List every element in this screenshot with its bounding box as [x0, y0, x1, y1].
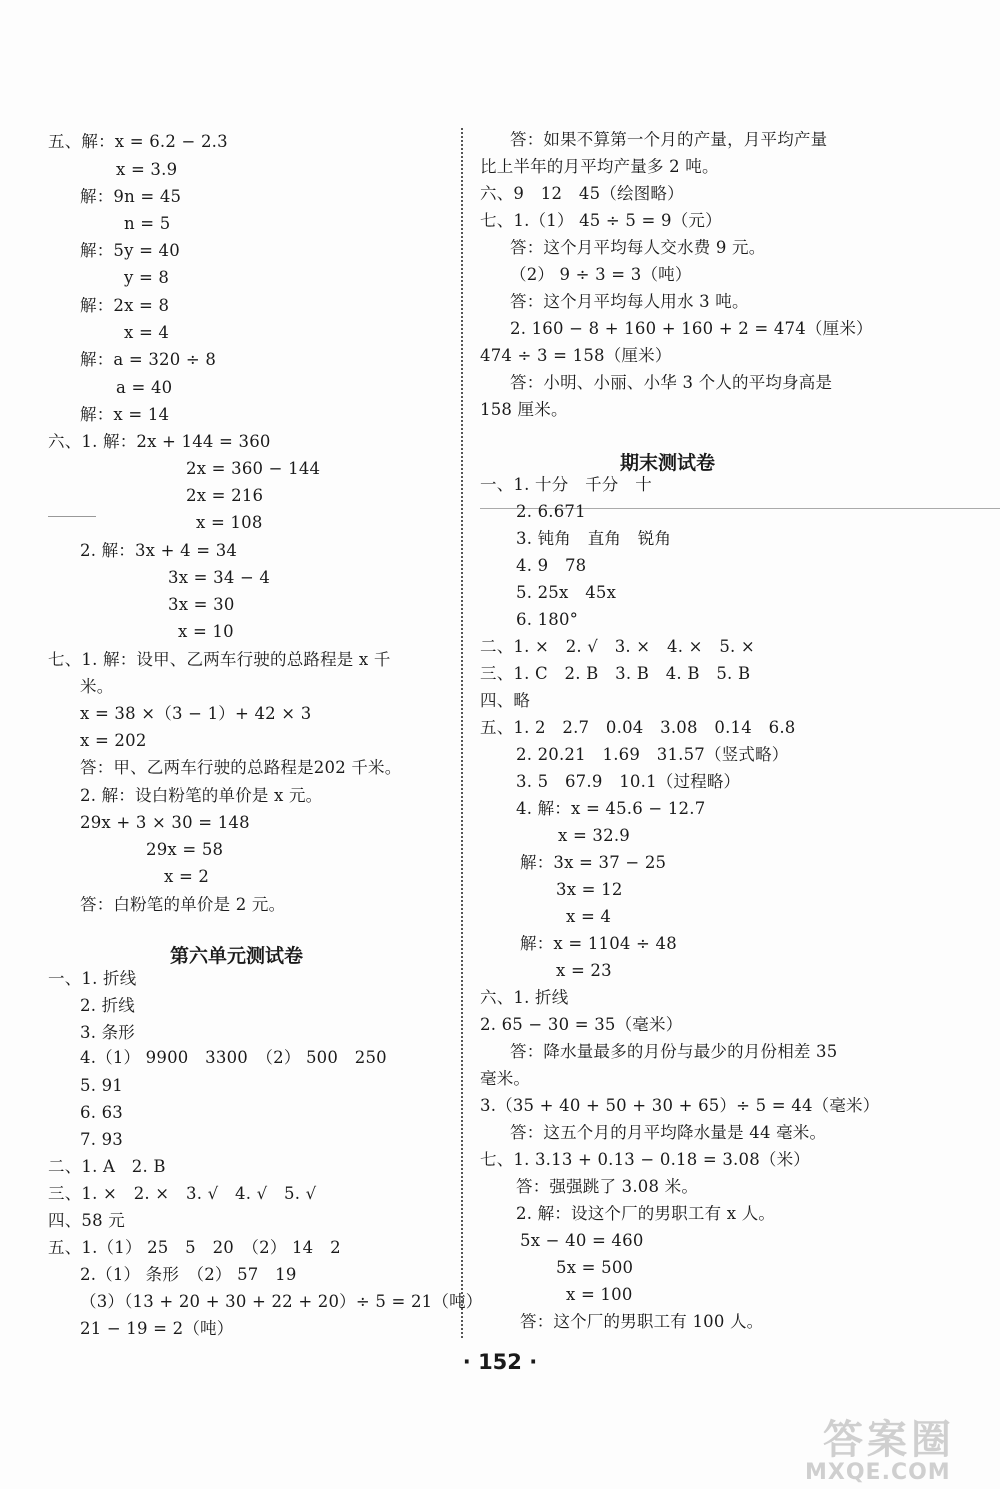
text-line: 解：a = 320 ÷ 8 [80, 350, 217, 369]
text-line: 2. 解：设这个厂的男职工有 x 人。 [516, 1204, 776, 1223]
text-line: x = 3.9 [116, 160, 178, 179]
text-line: 4.（1） 9900 3300 （2） 500 250 [80, 1048, 387, 1067]
text-line: n = 5 [124, 214, 171, 233]
text-line: 四、略 [480, 691, 531, 710]
text-line: 六、1. 解：2x + 144 = 360 [48, 432, 271, 451]
text-line: 3.（35 + 40 + 50 + 30 + 65）÷ 5 = 44（毫米） [480, 1096, 880, 1115]
text-line: 答：小明、小丽、小华 3 个人的平均身高是 [510, 373, 833, 392]
text-line: 解：2x = 8 [80, 296, 170, 315]
text-line: x = 4 [124, 323, 170, 342]
text-line: 29x + 3 × 30 = 148 [80, 813, 250, 832]
text-line: x = 23 [556, 961, 612, 980]
text-line: 解：x = 1104 ÷ 48 [520, 934, 677, 953]
text-line: 5x − 40 = 460 [520, 1231, 644, 1250]
text-line: 4. 解：x = 45.6 − 12.7 [516, 799, 706, 818]
text-line: 解：x = 14 [80, 405, 170, 424]
text-line: 二、1. × 2. √ 3. × 4. × 5. × [480, 637, 755, 656]
text-line: a = 40 [116, 378, 173, 397]
text-line: 五、1. 2 2.7 0.04 3.08 0.14 6.8 [480, 718, 796, 737]
text-line: 5x = 500 [556, 1258, 634, 1277]
text-line: 解：9n = 45 [80, 187, 182, 206]
text-line: 比上半年的月平均产量多 2 吨。 [480, 157, 719, 176]
section-title: 期末测试卷 [620, 452, 716, 474]
text-line: 2. 解：设白粉笔的单价是 x 元。 [80, 786, 323, 805]
text-line: 答：强强跳了 3.08 米。 [516, 1177, 699, 1196]
text-line: 毫米。 [480, 1069, 531, 1088]
text-line: 2. 20.21 1.69 31.57（竖式略） [516, 745, 789, 764]
text-line: 2. 160 − 8 + 160 + 160 + 2 = 474（厘米） [510, 319, 873, 338]
text-line: 2. 解：3x + 4 = 34 [80, 541, 238, 560]
text-line: 答：这个厂的男职工有 100 人。 [520, 1312, 764, 1331]
text-line: 四、58 元 [48, 1211, 125, 1230]
text-line: 五、1.（1） 25 5 20 （2） 14 2 [48, 1238, 341, 1257]
scan-line [48, 516, 96, 517]
text-line: 三、1. × 2. × 3. √ 4. √ 5. √ [48, 1184, 317, 1203]
watermark-url: MXQE.COM [805, 1460, 951, 1485]
text-line: 474 ÷ 3 = 158（厘米） [480, 346, 672, 365]
text-line: 答：这个月平均每人交水费 9 元。 [510, 238, 766, 257]
text-line: 3. 5 67.9 10.1（过程略） [516, 772, 741, 791]
text-line: 158 厘米。 [480, 400, 568, 419]
text-line: 29x = 58 [146, 840, 224, 859]
text-line: 2. 折线 [80, 996, 135, 1015]
text-line: 2. 65 − 30 = 35（毫米） [480, 1015, 683, 1034]
text-line: x = 32.9 [558, 826, 630, 845]
text-line: 米。 [80, 677, 114, 696]
text-line: x = 10 [178, 622, 234, 641]
text-line: x = 4 [566, 907, 612, 926]
text-line: 答：白粉笔的单价是 2 元。 [80, 895, 286, 914]
text-line: 3. 条形 [80, 1023, 135, 1042]
text-line: 答：降水量最多的月份与最少的月份相差 35 [510, 1042, 838, 1061]
text-line: x = 108 [196, 513, 263, 532]
text-line: 一、1. 折线 [48, 969, 137, 988]
text-line: 3x = 34 − 4 [168, 568, 271, 587]
text-line: 七、1. 3.13 + 0.13 − 0.18 = 3.08（米） [480, 1150, 810, 1169]
text-line: 二、1. A 2. B [48, 1157, 166, 1176]
text-line: 六、1. 折线 [480, 988, 569, 1007]
watermark-logo: 答案圈 [823, 1417, 955, 1463]
text-line: 21 − 19 = 2（吨） [80, 1319, 234, 1338]
text-line: 3x = 12 [556, 880, 623, 899]
text-line: 5. 91 [80, 1076, 123, 1095]
watermark [795, 1408, 995, 1486]
text-line: 5. 25x 45x [516, 583, 617, 602]
text-line: 答：如果不算第一个月的产量，月平均产量 [510, 130, 828, 149]
section-title: 第六单元测试卷 [170, 945, 304, 967]
text-line: 六、9 12 45（绘图略） [480, 184, 684, 203]
column-divider [461, 128, 463, 1338]
text-line: 2x = 360 − 144 [186, 459, 321, 478]
text-line: （2） 9 ÷ 3 = 3（吨） [510, 265, 692, 284]
text-line: 解：3x = 37 − 25 [520, 853, 667, 872]
text-line: 答：这个月平均每人用水 3 吨。 [510, 292, 749, 311]
text-line: y = 8 [124, 268, 170, 287]
text-line: 答：甲、乙两车行驶的总路程是202 千米。 [80, 758, 402, 777]
text-line: x = 100 [566, 1285, 633, 1304]
text-line: 2.（1） 条形 （2） 57 19 [80, 1265, 297, 1284]
text-line: 3x = 30 [168, 595, 235, 614]
text-line: 七、1. 解：设甲、乙两车行驶的总路程是 x 千 [48, 650, 391, 669]
text-line: 三、1. C 2. B 3. B 4. B 5. B [480, 664, 751, 683]
text-line: 答：这五个月的月平均降水量是 44 毫米。 [510, 1123, 827, 1142]
text-line: 7. 93 [80, 1130, 123, 1149]
text-line: （3）（13 + 20 + 30 + 22 + 20）÷ 5 = 21（吨） [80, 1292, 483, 1311]
text-line: 3. 钝角 直角 锐角 [516, 529, 672, 548]
text-line: 2x = 216 [186, 486, 264, 505]
page-number: · 152 · [462, 1350, 538, 1374]
text-line: x = 202 [80, 731, 147, 750]
text-line: 一、1. 十分 千分 十 [480, 475, 652, 494]
text-line: 6. 180° [516, 610, 579, 629]
text-line: x = 38 ×（3 − 1）+ 42 × 3 [80, 704, 312, 723]
text-line: 2. 6.671 [516, 502, 586, 521]
text-line: 4. 9 78 [516, 556, 587, 575]
text-line: 五、解：x = 6.2 − 2.3 [48, 132, 228, 151]
text-line: 6. 63 [80, 1103, 123, 1122]
text-line: 七、1.（1） 45 ÷ 5 = 9（元） [480, 211, 722, 230]
text-line: x = 2 [164, 867, 210, 886]
text-line: 解：5y = 40 [80, 241, 180, 260]
